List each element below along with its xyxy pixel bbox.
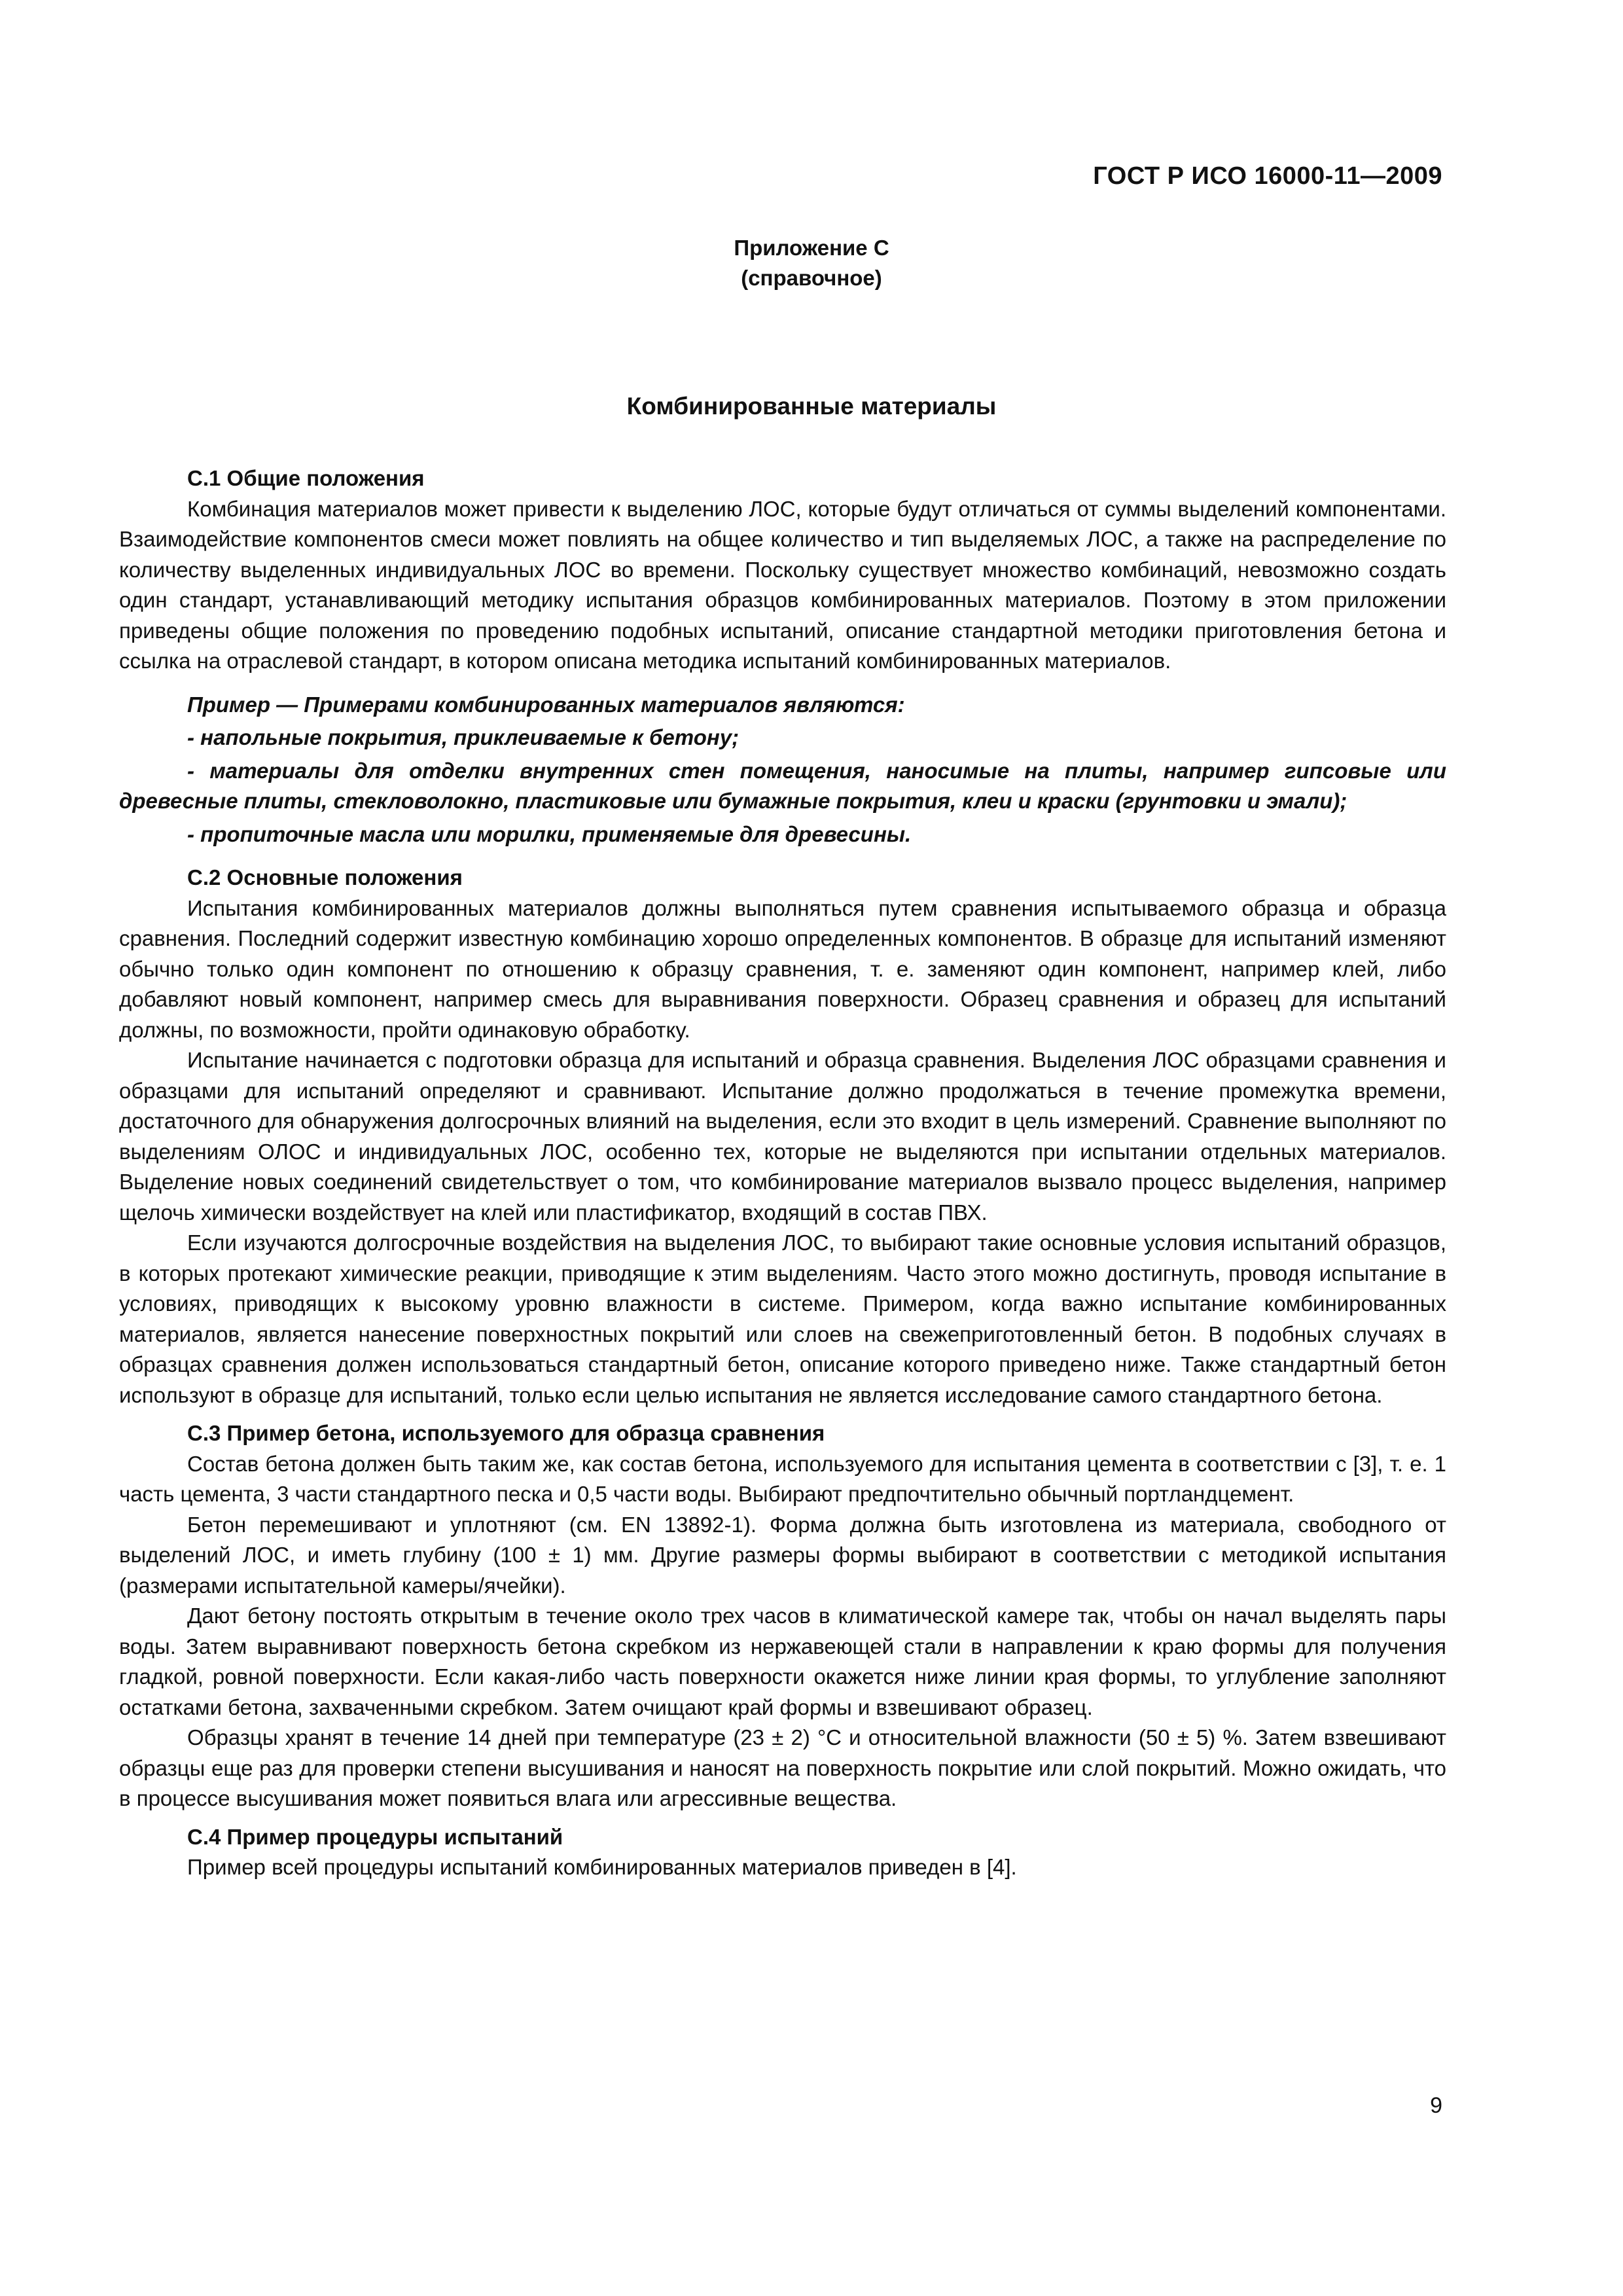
section-c4-paragraph: Пример всей процедуры испытаний комбинированных материалов приведен в [4]. — [187, 1855, 1017, 1879]
section-c1-heading: С.1 Общие положения — [187, 466, 425, 490]
example-item-3: - пропиточные масла или морилки, применяемые для древесины. — [187, 821, 912, 846]
section-c3-paragraph-1: Состав бетона должен быть таким же, как состав бетона, используемого для испытания цемента в соответствии с [3], т. е. 1 часть цемента, 3 части стандартного песка и 0,5 части воды. Выбирают предпочтительно обычный портландцемент. — [119, 1451, 1446, 1506]
section-c2-heading: С.2 Основные положения — [187, 865, 463, 889]
page-number: 9 — [1430, 2093, 1442, 2118]
section-c3-paragraph-4: Образцы хранят в течение 14 дней при температуре (23 ± 2) °С и относительной влажности (50 ± 5) %. Затем взвешивают образцы еще раз для проверки степени высушивания и наносят на поверхность покрытие или слой покрытий. Можно ожидать, что в процессе высушивания может появиться влага или агрессивные вещества. — [119, 1725, 1446, 1810]
section-c2-paragraph-1: Испытания комбинированных материалов должны выполняться путем сравнения испытываемого образца и образца сравнения. Последний содержит известную комбинацию хорошо определенных компонентов. В образце для испытаний изменяют обычно только один компонент по отношению к образцу сравнения, т. е. заменяют один компонент, например клей, либо добавляют новый компонент, например смесь для выравнивания поверхности. Образец сравнения и образец для испытаний должны, по возможности, пройти одинаковую обработку. — [119, 895, 1446, 1042]
annex-heading — [0, 233, 1623, 293]
example-item-2: - материалы для отделки внутренних стен помещения, наносимые на плиты, например гипсовые или древесные плиты, стекловолокно, пластиковые или бумажные покрытия, клеи и краски (грунтовки и эмали); — [119, 758, 1446, 813]
annex-label: Приложение С — [734, 236, 889, 260]
document-body — [119, 463, 1446, 1883]
section-c3-heading: С.3 Пример бетона, используемого для образца сравнения — [187, 1421, 825, 1445]
annex-kind: (справочное) — [741, 266, 882, 290]
example-intro: Пример — Примерами комбинированных материалов являются: — [187, 692, 905, 717]
section-c1-paragraph: Комбинация материалов может привести к выделению ЛОС, которые будут отличаться от суммы выделений компонентами. Взаимодействие компонентов смеси может повлиять на общее количество и тип выделяемых ЛОС, а также на распределение по количеству выделенных индивидуальных ЛОС во времени. Поскольку существует множество комбинаций, невозможно создать один стандарт, устанавливающий методику испытания образцов комбинированных материалов. Поэтому в этом приложении приведены общие положения по проведению подобных испытаний, описание стандартной методики приготовления бетона и ссылка на отраслевой стандарт, в котором описана методика испытаний комбинированных материалов. — [119, 496, 1446, 673]
page-title: Комбинированные материалы — [626, 393, 997, 420]
section-c4-heading: С.4 Пример процедуры испытаний — [187, 1824, 563, 1849]
example-item-1: - напольные покрытия, приклеиваемые к бетону; — [187, 725, 740, 749]
section-c3-paragraph-2: Бетон перемешивают и уплотняют (см. EN 13892-1). Форма должна быть изготовлена из материала, свободного от выделений ЛОС, и иметь глубину (100 ± 1) мм. Другие размеры формы выбирают в соответствии с методикой испытания (размерами испытательной камеры/ячейки). — [119, 1512, 1446, 1598]
section-c2-paragraph-2: Испытание начинается с подготовки образца для испытаний и образца сравнения. Выделения ЛОС образцами сравнения и образцами для испытаний определяют и сравнивают. Испытание должно продолжаться в течение промежутка времени, достаточного для обнаружения долгосрочных влияний на выделения, если это входит в цель измерений. Сравнение выполняют по выделениям ОЛОС и индивидуальных ЛОС, особенно тех, которые не выделяются при испытании отдельных материалов. Выделение новых соединений свидетельствует о том, что комбинирование материалов вызвало процесс выделения, например щелочь химически воздействует на клей или пластификатор, входящий в состав ПВХ. — [119, 1048, 1446, 1225]
document-code-header: ГОСТ Р ИСО 16000-11—2009 — [1093, 162, 1442, 190]
section-c2-paragraph-3: Если изучаются долгосрочные воздействия на выделения ЛОС, то выбирают такие основные условия испытаний образцов, в которых протекают химические реакции, приводящие к этим выделениям. Часто этого можно достигнуть, проводя испытание в условиях, приводящих к высокому уровню влажности в системе. Примером, когда важно испытание комбинированных материалов, является нанесение поверхностных покрытий или слоев на свежеприготовленный бетон. В подобных случаях в образцах сравнения должен использоваться стандартный бетон, описание которого приведено ниже. Также стандартный бетон используют в образце для испытаний, только если целью испытания не является исследование самого стандартного бетона. — [119, 1230, 1446, 1407]
section-c3-paragraph-3: Дают бетону постоять открытым в течение около трех часов в климатической камере так, чтобы он начал выделять пары воды. Затем выравнивают поверхность бетона скребком из нержавеющей стали в направлении к краю формы для получения гладкой, ровной поверхности. Если какая-либо часть поверхности окажется ниже линии края формы, то углубление заполняют остатками бетона, захваченными скребком. Затем очищают край формы и взвешивают образец. — [119, 1604, 1446, 1719]
